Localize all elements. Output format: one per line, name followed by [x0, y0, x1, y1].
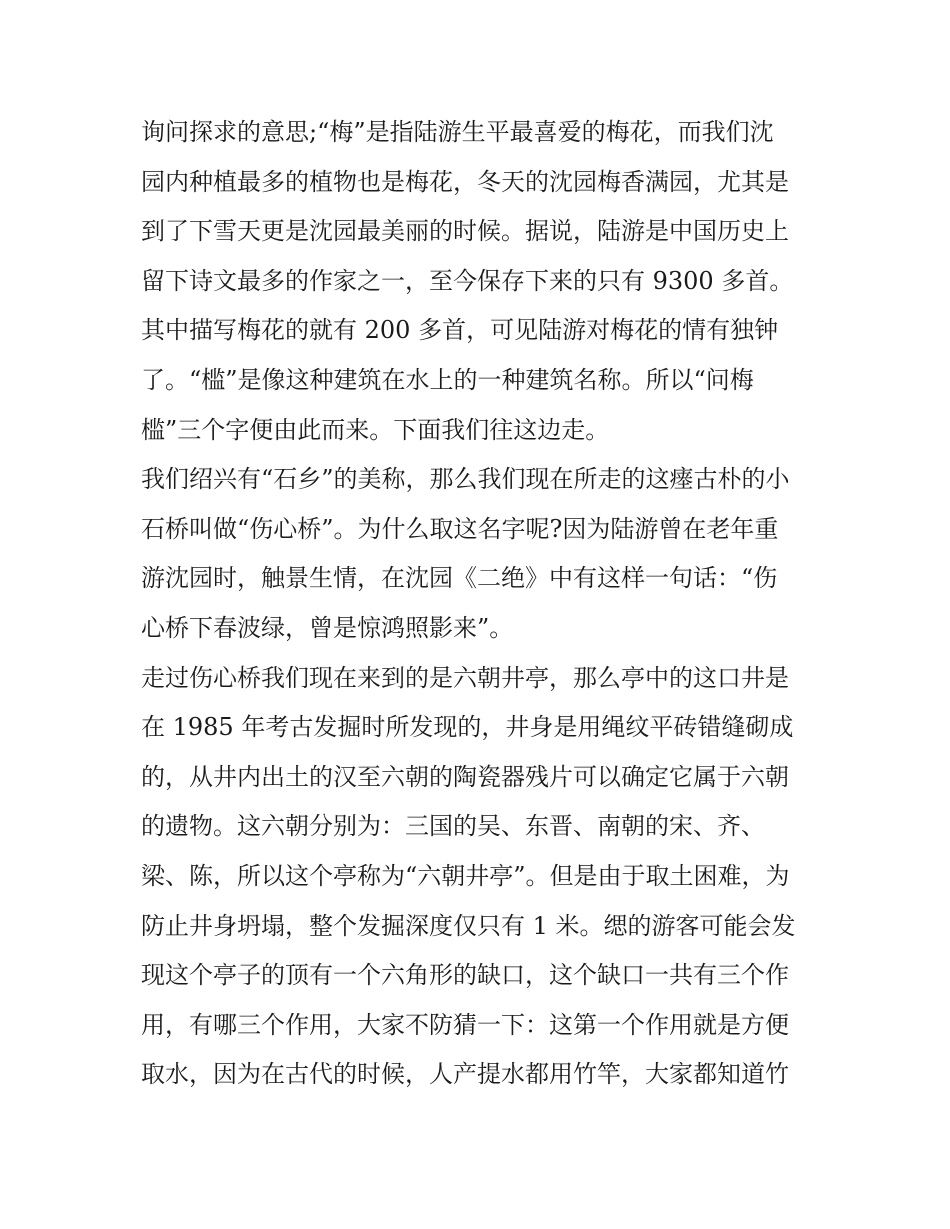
text-line: 心桥下春波绿，曾是惊鸿照影来”。 — [141, 613, 514, 642]
text-line: 园内种植最多的植物也是梅花，冬天的沈园梅香满园，尤其是 — [141, 167, 789, 196]
text-line: 询问探求的意思;“梅”是指陆游生平最喜爱的梅花，而我们沈 — [141, 118, 774, 146]
text-line: 游沈园时，触景生情，在沈园《二绝》中有这样一句话：“伤 — [141, 564, 778, 593]
text-line: 在 1985 年考古发掘时所发现的，井身是用绳纹平砖错缝砌成 — [141, 713, 794, 742]
text-line: 现这个亭子的顶有一个六角形的缺口，这个缺口一共有三个作 — [141, 961, 789, 990]
text-line: 留下诗文最多的作家之一，至今保存下来的只有 9300 多首。 — [141, 266, 794, 295]
text-line: 用，有哪三个作用，大家不防猜一下：这第一个作用就是方便 — [141, 1010, 789, 1039]
text-line: 槛”三个字便由此而来。下面我们往这边走。 — [141, 415, 610, 444]
text-line: 取水，因为在古代的时候，人产提水都用竹竿，大家都知道竹 — [141, 1060, 789, 1089]
text-line: 防止井身坍塌，整个发掘深度仅只有 1 米。缌的游客可能会发 — [141, 911, 796, 940]
text-line: 到了下雪天更是沈园最美丽的时候。据说，陆游是中国历史上 — [141, 217, 789, 246]
text-line: 的遗物。这六朝分别为：三国的吴、东晋、南朝的宋、齐、 — [141, 812, 765, 841]
text-line: 梁、陈，所以这个亭称为“六朝井亭”。但是由于取土困难，为 — [141, 861, 790, 890]
body-text — [141, 108, 821, 1100]
text-line: 的，从井内出土的汉至六朝的陶瓷器残片可以确定它属于六朝 — [141, 762, 789, 791]
text-line: 其中描写梅花的就有 200 多首，可见陆游对梅花的情有独钟 — [141, 316, 779, 345]
text-line: 走过伤心桥我们现在来到的是六朝井亭，那么亭中的这口井是 — [141, 663, 789, 692]
text-line: 了。“槛”是像这种建筑在水上的一种建筑名称。所以“问梅 — [141, 365, 754, 394]
text-line: 我们绍兴有“石乡”的美称，那么我们现在所走的这瘗古朴的小 — [141, 465, 790, 494]
text-line: 石桥叫做“伤心桥”。为什么取这名字呢?因为陆游曾在老年重 — [141, 514, 779, 543]
